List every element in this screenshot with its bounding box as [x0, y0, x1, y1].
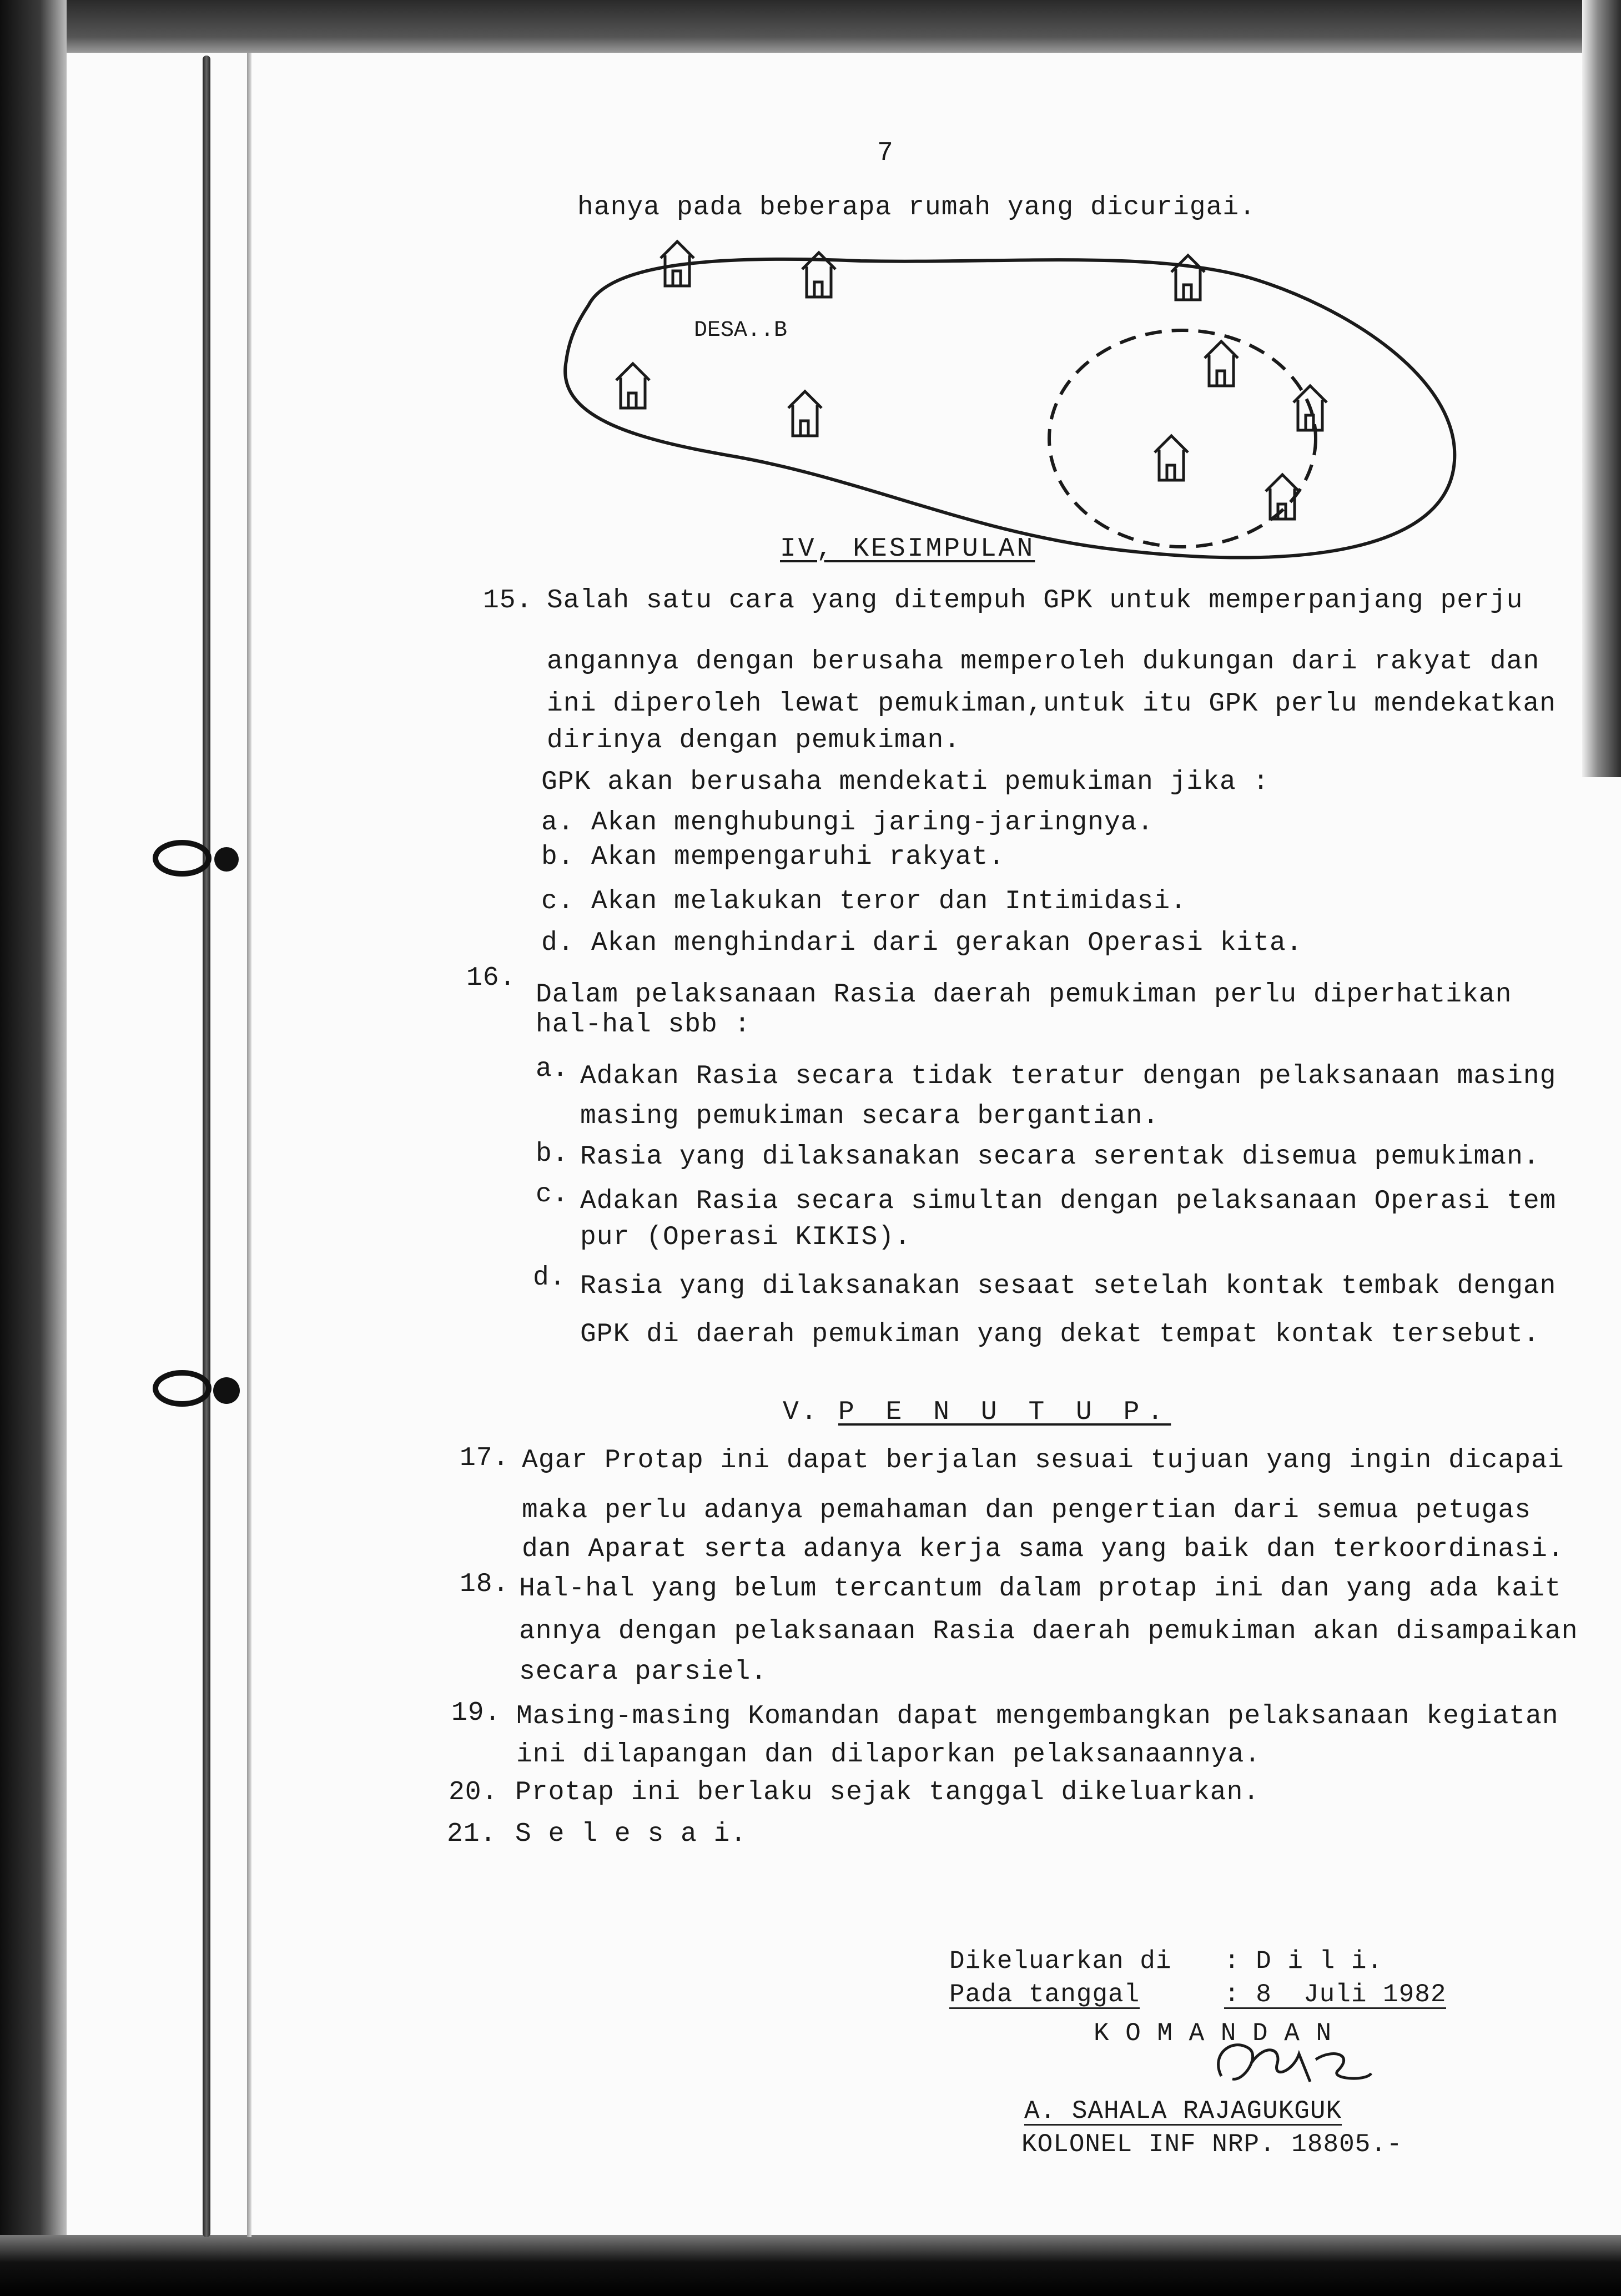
- item-number: 20.: [449, 1778, 499, 1807]
- item-line: ini diperoleh lewat pemukiman,untuk itu GPK perlu mendekatkan: [547, 689, 1557, 719]
- subitem-line: Adakan Rasia secara simultan dengan pelaksanaan Operasi tem: [580, 1186, 1557, 1216]
- item-line: Salah satu cara yang ditempuh GPK untuk memperpanjang perju: [547, 586, 1523, 616]
- intro-line: hanya pada beberapa rumah yang dicurigai.: [577, 193, 1256, 223]
- village-diagram: [550, 239, 1466, 583]
- item-line: GPK akan berusaha mendekati pemukiman jika :: [541, 767, 1270, 797]
- item-number: 15.: [483, 586, 533, 616]
- binder-spine: [203, 56, 210, 2237]
- subitem-letter: b.: [536, 1139, 569, 1169]
- house-icon: [788, 391, 822, 436]
- scan-right-shadow: [1582, 0, 1621, 777]
- house-icon: [616, 364, 650, 408]
- scan-bottom-shadow: [0, 2235, 1621, 2296]
- item-line: ini dilapangan dan dilaporkan pelaksanaannya.: [516, 1740, 1261, 1770]
- section-heading-closing: P E N U T U P.: [838, 1397, 1171, 1427]
- subitem-letter: d.: [533, 1263, 566, 1293]
- house-icon: [1205, 341, 1238, 386]
- subitem-line: Adakan Rasia secara tidak teratur dengan pelaksanaan masing: [580, 1061, 1557, 1091]
- item-line: S e l e s a i.: [515, 1819, 747, 1849]
- signatory-name: A. SAHALA RAJAGUKGUK: [1024, 2097, 1342, 2126]
- item-line: annya dengan pelaksanaan Rasia daerah pemukiman akan disampaikan: [519, 1617, 1578, 1647]
- subitem-letter: c.: [536, 1180, 569, 1210]
- subitem-line: Akan menghubungi jaring-jaringnya.: [591, 808, 1154, 838]
- item-line: hal-hal sbb :: [536, 1010, 751, 1040]
- signatory-rank: KOLONEL INF NRP. 18805.-: [1021, 2130, 1403, 2159]
- section-heading-conclusion: IV, KESIMPULAN: [780, 534, 1035, 564]
- house-icon: [1171, 255, 1205, 300]
- page-number: 7: [877, 138, 894, 168]
- position-title: K O M A N D A N: [1094, 2019, 1332, 2048]
- subitem-line: GPK di daerah pemukiman yang dekat tempat kontak tersebut.: [580, 1320, 1540, 1350]
- subitem-line: pur (Operasi KIKIS).: [580, 1222, 912, 1252]
- section-number-closing: V.: [783, 1397, 819, 1427]
- item-line: dirinya dengan pemukiman.: [547, 726, 961, 756]
- subitem-line: masing pemukiman secara bergantian.: [580, 1101, 1160, 1131]
- subitem-letter: d.: [541, 928, 575, 958]
- subitem-letter: b.: [541, 842, 575, 872]
- binder-ring-icon: [143, 838, 249, 878]
- item-line: dan Aparat serta adanya kerja sama yang baik dan terkoordinasi.: [522, 1534, 1564, 1564]
- item-line: maka perlu adanya pemahaman dan pengertian dari semua petugas: [522, 1496, 1532, 1525]
- item-number: 17.: [460, 1443, 510, 1473]
- subitem-line: Akan menghindari dari gerakan Operasi kita.: [591, 928, 1303, 958]
- item-line: Protap ini berlaku sejak tanggal dikeluarkan.: [515, 1778, 1260, 1807]
- subitem-line: Rasia yang dilaksanakan secara serentak disemua pemukiman.: [580, 1142, 1540, 1172]
- item-line: secara parsiel.: [519, 1657, 768, 1687]
- subitem-line: Akan melakukan teror dan Intimidasi.: [591, 887, 1187, 917]
- item-line: Dalam pelaksanaan Rasia daerah pemukiman perlu diperhatikan: [536, 980, 1512, 1010]
- date-label: Pada tanggal: [949, 1980, 1140, 2009]
- item-line: angannya dengan berusaha memperoleh dukungan dari rakyat dan: [547, 647, 1540, 677]
- binder-ring-icon: [143, 1368, 249, 1408]
- issued-at-value: : D i l i.: [1224, 1947, 1383, 1976]
- item-line: Hal-hal yang belum tercantum dalam protap ini dan yang ada kait: [519, 1574, 1562, 1604]
- item-number: 16.: [466, 963, 516, 993]
- date-value: : 8 Juli 1982: [1224, 1980, 1447, 2009]
- subitem-line: Akan mempengaruhi rakyat.: [591, 842, 1005, 872]
- village-label: DESA..B: [694, 318, 788, 343]
- subitem-line: Rasia yang dilaksanakan sesaat setelah kontak tembak dengan: [580, 1271, 1557, 1301]
- item-number: 21.: [447, 1819, 497, 1849]
- scan-top-shadow: [0, 0, 1621, 53]
- target-zone-boundary: [1049, 330, 1316, 547]
- house-icon: [1155, 436, 1188, 480]
- item-line: Agar Protap ini dapat berjalan sesuai tujuan yang ingin dicapai: [522, 1446, 1564, 1476]
- scan-left-shadow: [0, 0, 67, 2296]
- signature: [1199, 2032, 1377, 2098]
- subitem-letter: a.: [536, 1054, 569, 1084]
- item-number: 19.: [451, 1698, 501, 1728]
- item-number: 18.: [460, 1569, 510, 1599]
- issued-at-label: Dikeluarkan di: [949, 1947, 1172, 1976]
- page-edge: [247, 53, 251, 2237]
- subitem-letter: c.: [541, 887, 575, 917]
- item-line: Masing-masing Komandan dapat mengembangkan pelaksanaan kegiatan: [516, 1701, 1559, 1731]
- subitem-letter: a.: [541, 808, 575, 838]
